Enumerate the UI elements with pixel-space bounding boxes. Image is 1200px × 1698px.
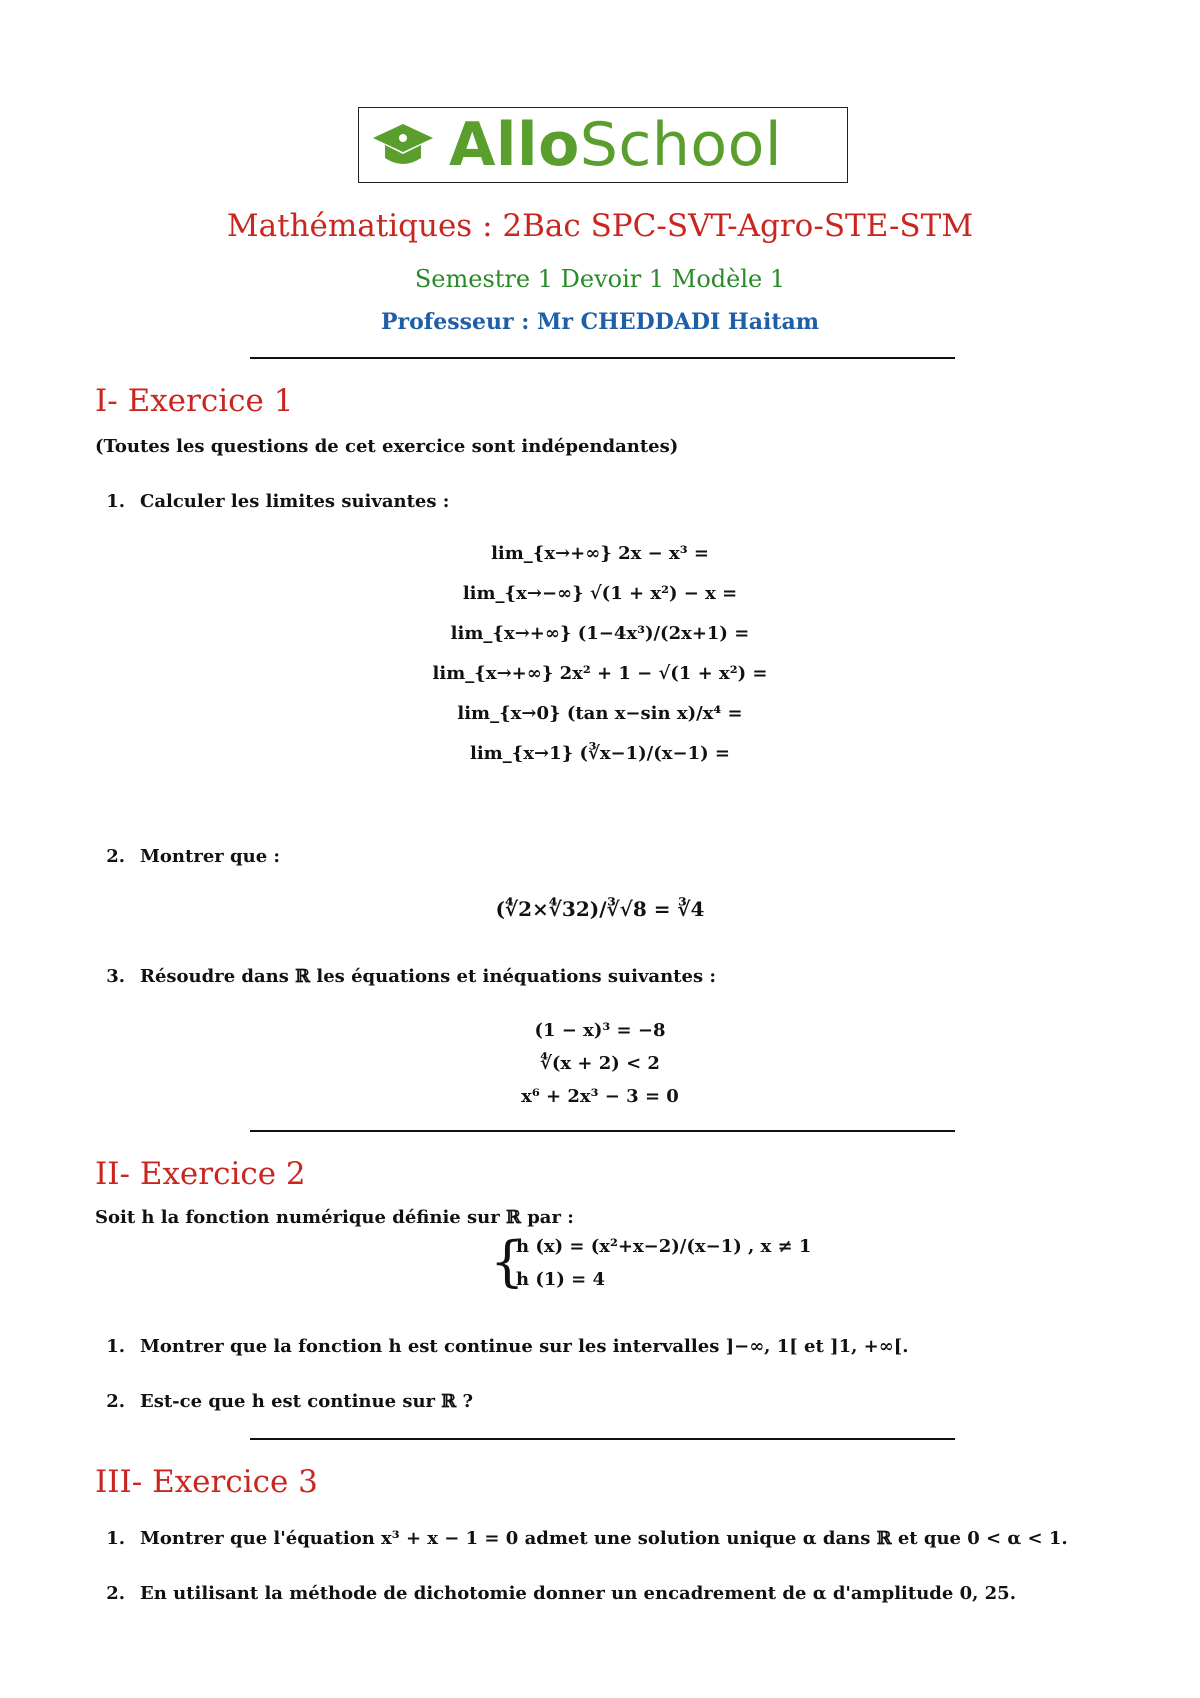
ex2-question-1: Montrer que la fonction h est continue sur les intervalles ]−∞, 1[ et ]1, +∞[. [140,1336,909,1357]
question-number: 2. [106,1391,125,1412]
system-line-1: h (x) = (x²+x−2)/(x−1) , x ≠ 1 [516,1236,812,1257]
limit-5: lim_{x→0} (tan x−sin x)/x⁴ = [457,703,743,724]
section-divider [250,1438,955,1440]
ex3-question-1: Montrer que l'équation x³ + x − 1 = 0 admet une solution unique α dans ℝ et que 0 < α < 1. [140,1528,1068,1549]
exercise-3-heading: III- Exercice 3 [95,1464,318,1500]
ex1-question-3: Résoudre dans ℝ les équations et inéquations suivantes : [140,966,716,987]
question-number: 3. [106,966,125,987]
left-brace: { [490,1230,525,1293]
limit-4: lim_{x→+∞} 2x² + 1 − √(1 + x²) = [432,663,768,684]
exercise-2-heading: II- Exercice 2 [95,1156,306,1192]
limit-6: lim_{x→1} (∛x−1)/(x−1) = [470,743,730,764]
professor-line: Professeur : Mr CHEDDADI Haitam [380,309,820,335]
limit-2: lim_{x→−∞} √(1 + x²) − x = [462,583,738,604]
exercise-1-heading: I- Exercice 1 [95,383,294,419]
exercise-1-intro: (Toutes les questions de cet exercice sont indépendantes) [95,436,679,457]
ex1-question-1: Calculer les limites suivantes : [140,491,450,512]
limit-3: lim_{x→+∞} (1−4x³)/(2x+1) = [450,623,750,644]
ex2-question-2: Est-ce que h est continue sur ℝ ? [140,1391,474,1412]
equation-1: (1 − x)³ = −8 [534,1020,666,1041]
ex3-question-2: En utilisant la méthode de dichotomie donner un encadrement de α d'amplitude 0, 25. [140,1583,1016,1604]
logo-wordmark: AlloSchool [449,110,782,180]
document-title: Mathématiques : 2Bac SPC-SVT-Agro-STE-STM [226,208,974,244]
question-number: 1. [106,1528,125,1549]
question-number: 2. [106,846,125,867]
section-divider [250,357,955,359]
limit-1: lim_{x→+∞} 2x − x³ = [491,543,709,564]
question-number: 1. [106,1336,125,1357]
question-number: 2. [106,1583,125,1604]
equation-2: ∜(x + 2) < 2 [540,1053,660,1074]
radical-identity: (∜2×∜32)/∛√8 = ∛4 [495,897,705,921]
section-divider [250,1130,955,1132]
alloschool-logo [358,107,848,183]
document-subtitle: Semestre 1 Devoir 1 Modèle 1 [414,265,786,293]
question-number: 1. [106,491,125,512]
ex1-question-2: Montrer que : [140,846,281,867]
graduation-cap-icon [371,120,435,170]
exercise-2-intro: Soit h la fonction numérique définie sur ℝ par : [95,1207,574,1228]
equation-3: x⁶ + 2x³ − 3 = 0 [521,1086,679,1107]
system-line-2: h (1) = 4 [516,1269,606,1290]
